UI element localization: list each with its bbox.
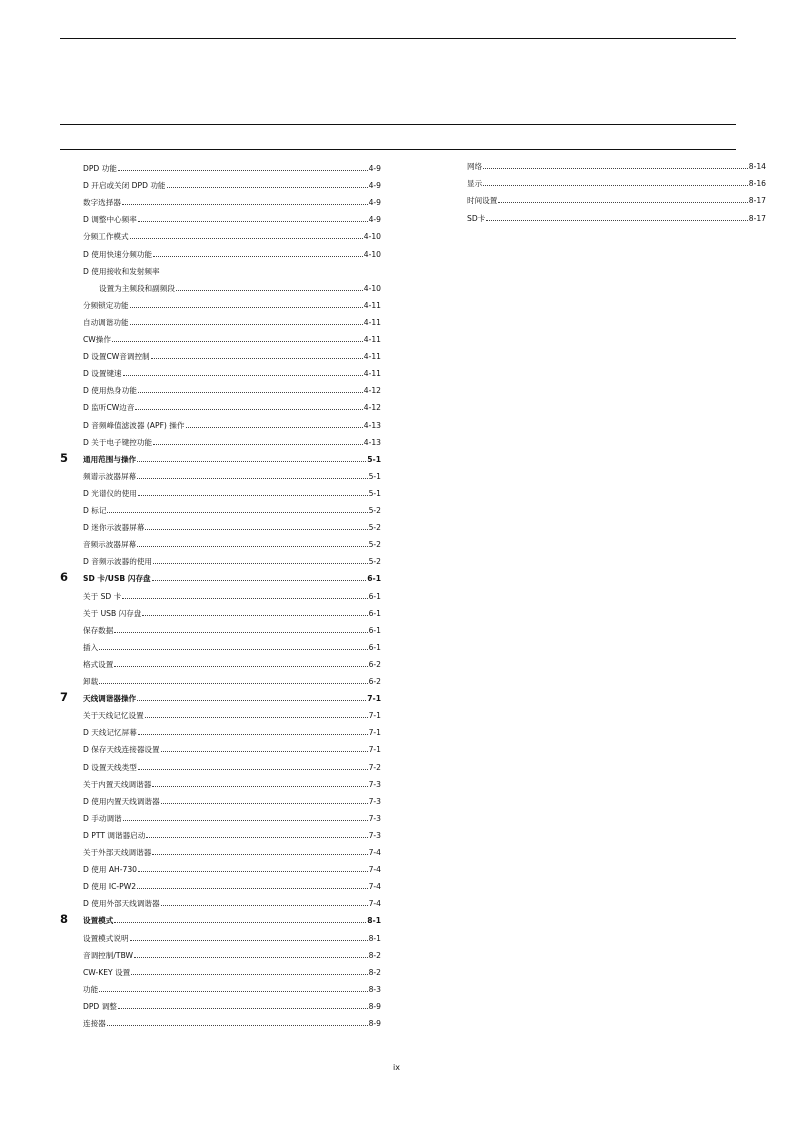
toc-entry-label: 插入	[83, 642, 99, 652]
dot-leader	[137, 461, 366, 462]
toc-entry[interactable]	[83, 706, 381, 720]
dot-leader	[138, 734, 368, 735]
toc-entry[interactable]	[83, 826, 381, 840]
header-rule-middle	[60, 124, 736, 125]
dot-leader	[134, 957, 368, 958]
dot-leader	[112, 341, 363, 342]
toc-entry-label: D 使用内置天线调谐器	[83, 796, 160, 806]
chapter-number: 5	[60, 450, 69, 465]
toc-entry-label: D 保存天线连接器设置	[83, 745, 160, 755]
toc-entry-label: D 设置CW音调控制	[83, 352, 150, 362]
toc-entry-page: 5-1	[367, 454, 381, 464]
toc-entry-label: 关于 USB 闪存盘	[83, 608, 142, 618]
toc-entry-page: 7-4	[368, 848, 381, 857]
dot-leader	[161, 751, 368, 752]
dot-leader	[483, 185, 748, 186]
toc-entry[interactable]	[83, 723, 381, 737]
toc-entry-page: 4-11	[363, 335, 381, 344]
toc-entry-label: 卸载	[83, 677, 99, 686]
toc-entry[interactable]	[83, 313, 381, 327]
toc-entry[interactable]	[83, 638, 381, 652]
dot-leader	[145, 717, 368, 718]
toc-entry[interactable]	[83, 980, 381, 994]
toc-entry-label: 自动调谐功能	[83, 317, 129, 327]
toc-entry-page: 8-1	[367, 916, 381, 926]
dot-leader	[138, 871, 368, 872]
toc-entry-label: D 迷你示波器屏幕	[83, 523, 145, 533]
page-number: ix	[393, 1063, 400, 1072]
toc-entry[interactable]	[83, 398, 381, 412]
toc-entry-page: 5-2	[368, 506, 381, 515]
dot-leader	[137, 478, 367, 479]
toc-entry[interactable]	[83, 347, 381, 361]
toc-entry-label: D 设置键速	[83, 369, 122, 379]
toc-entry-page: 4-10	[363, 283, 381, 293]
toc-entry-label: D 天线记忆屏幕	[83, 728, 137, 738]
toc-entry-page: 6-1	[368, 591, 381, 601]
toc-entry-label: D 使用 AH-730	[83, 865, 138, 875]
dot-leader	[152, 854, 367, 855]
toc-entry[interactable]	[467, 174, 766, 188]
toc-entry-page: 4-12	[363, 386, 381, 396]
dot-leader	[114, 922, 366, 923]
toc-entry[interactable]	[83, 433, 381, 447]
toc-entry[interactable]	[83, 621, 381, 635]
dot-leader	[186, 427, 363, 428]
toc-entry-label: 关于 SD 卡	[83, 591, 122, 601]
toc-entry[interactable]	[83, 193, 381, 207]
toc-entry-page: 5-1	[368, 471, 381, 481]
toc-entry[interactable]	[83, 672, 381, 686]
dot-leader	[145, 529, 367, 530]
dot-leader	[151, 358, 363, 359]
toc-entry[interactable]	[83, 245, 381, 259]
toc-entry-label: D 监听CW边音	[83, 403, 135, 413]
toc-entry[interactable]	[83, 381, 381, 395]
toc-entry-page: 8-17	[748, 196, 766, 206]
toc-entry[interactable]	[83, 809, 381, 823]
toc-entry-label: 网络	[467, 162, 483, 171]
dot-leader	[130, 940, 368, 941]
dot-leader	[146, 837, 367, 838]
dot-leader	[138, 392, 363, 393]
toc-entry[interactable]	[83, 963, 381, 977]
toc-entry-page: 4-9	[368, 181, 381, 191]
toc-entry[interactable]	[83, 758, 381, 772]
toc-entry[interactable]	[83, 535, 381, 549]
toc-entry[interactable]	[83, 604, 381, 618]
toc-entry-label: 频谱示波器屏幕	[83, 471, 137, 481]
toc-entry-label: D 调整中心频率	[83, 215, 137, 225]
toc-entry[interactable]	[99, 279, 381, 293]
toc-entry-label: 关于内置天线调谐器	[83, 779, 152, 789]
toc-entry[interactable]	[83, 740, 381, 754]
toc-entry[interactable]	[83, 587, 381, 601]
toc-entry-label: SD卡	[467, 213, 486, 223]
dot-leader	[138, 495, 368, 496]
toc-entry-label: DPD 功能	[83, 164, 117, 173]
dot-leader	[130, 307, 363, 308]
toc-entry-page: 7-1	[368, 728, 381, 738]
chapter-number: 6	[60, 570, 69, 585]
toc-entry-label: 设置模式说明	[83, 933, 129, 943]
toc-entry-label: CW操作	[83, 335, 111, 344]
toc-entry-page: 7-1	[367, 694, 381, 704]
dot-leader	[142, 615, 367, 616]
toc-entry[interactable]	[83, 330, 381, 344]
toc-entry-label: 关于外部天线调谐器	[83, 848, 152, 857]
toc-entry-label: D 光谱仪的使用	[83, 488, 137, 498]
dot-leader	[118, 1008, 368, 1009]
dot-leader	[176, 290, 363, 291]
toc-entry[interactable]	[83, 262, 381, 276]
toc-entry-page: 4-11	[363, 369, 381, 379]
toc-entry[interactable]	[83, 364, 381, 378]
toc-entry-page: 8-16	[748, 179, 766, 189]
toc-entry-page: 5-2	[368, 557, 381, 567]
toc-entry-page: 8-1	[368, 933, 381, 943]
toc-entry[interactable]	[83, 159, 381, 173]
toc-entry[interactable]	[83, 894, 381, 908]
toc-entry-label: 数字选择器	[83, 198, 121, 208]
toc-entry-page: 4-13	[363, 420, 381, 430]
toc-entry-page: 8-14	[748, 162, 766, 171]
chapter-number: 7	[60, 690, 69, 705]
toc-entry-label: D 使用快速分频功能	[83, 249, 153, 259]
toc-entry-label: 保存数据	[83, 625, 114, 635]
toc-entry[interactable]	[83, 296, 381, 310]
toc-entry-label: SD 卡/USB 闪存盘	[83, 574, 151, 584]
toc-entry-label: D 设置天线类型	[83, 762, 137, 772]
dot-leader	[138, 769, 368, 770]
toc-entry-page: 7-3	[368, 796, 381, 806]
header-rule-top	[60, 38, 736, 39]
toc-entry[interactable]	[83, 416, 381, 430]
toc-entry-label: 音频示波器屏幕	[83, 540, 137, 550]
toc-entry[interactable]	[83, 997, 381, 1011]
toc-entry-label: D 手动调谐	[83, 813, 122, 823]
dot-leader	[118, 170, 368, 171]
toc-entry-page: 8-2	[368, 967, 381, 977]
toc-entry-page: 7-2	[368, 762, 381, 772]
toc-entry-page: 4-9	[368, 215, 381, 225]
toc-entry[interactable]	[467, 157, 766, 171]
dot-leader	[107, 512, 367, 513]
toc-entry-page: 7-1	[368, 711, 381, 721]
toc-entry[interactable]	[83, 484, 381, 498]
toc-entry[interactable]	[83, 501, 381, 515]
toc-entry-label: D 使用热身功能	[83, 386, 137, 396]
dot-leader	[99, 991, 367, 992]
toc-entry[interactable]	[83, 929, 381, 943]
toc-entry-page: 6-1	[368, 642, 381, 652]
toc-entry-label: D 标记	[83, 506, 107, 515]
dot-leader	[122, 598, 367, 599]
toc-entry-page: 8-9	[368, 1019, 381, 1028]
toc-entry-label: DPD 调整	[83, 1001, 117, 1011]
toc-entry-page: 4-10	[363, 232, 381, 242]
toc-chapter-row[interactable]	[83, 911, 381, 925]
toc-entry-label: 音调控制/TBW	[83, 950, 134, 960]
dot-leader	[152, 786, 367, 787]
toc-entry[interactable]	[83, 860, 381, 874]
toc-entry-page: 6-1	[367, 574, 381, 584]
toc-entry-label: 显示	[467, 179, 483, 189]
toc-chapter-row[interactable]	[83, 450, 381, 464]
toc-entry-page: 8-2	[368, 950, 381, 960]
toc-entry-page: 4-12	[363, 403, 381, 413]
toc-entry[interactable]	[83, 792, 381, 806]
toc-entry-label: 关于天线记忆设置	[83, 711, 144, 721]
toc-entry[interactable]	[83, 1014, 381, 1028]
dot-leader	[483, 168, 748, 169]
dot-leader	[130, 238, 363, 239]
toc-entry-page: 6-2	[368, 659, 381, 669]
toc-entry-page: 6-2	[368, 677, 381, 686]
dot-leader	[153, 256, 363, 257]
toc-entry[interactable]	[83, 176, 381, 190]
toc-entry[interactable]	[83, 552, 381, 566]
toc-entry-page: 4-10	[363, 249, 381, 259]
toc-entry[interactable]	[83, 843, 381, 857]
dot-leader	[123, 375, 363, 376]
toc-entry-label: 设置为主频段和副频段	[99, 283, 175, 293]
dot-leader	[486, 220, 748, 221]
toc-entry-label: 分频工作模式	[83, 232, 129, 242]
dot-leader	[137, 888, 368, 889]
toc-entry-page: 4-11	[363, 300, 381, 310]
toc-entry-page: 5-2	[368, 540, 381, 550]
toc-chapter-row[interactable]	[83, 569, 381, 583]
toc-chapter-row[interactable]	[83, 689, 381, 703]
dot-leader	[138, 221, 368, 222]
toc-entry[interactable]	[83, 210, 381, 224]
toc-entry-label: D 开启或关闭 DPD 功能	[83, 181, 166, 191]
toc-entry-label: 天线调谐器操作	[83, 694, 137, 704]
toc-entry[interactable]	[83, 946, 381, 960]
toc-entry[interactable]	[467, 191, 766, 205]
dot-leader	[131, 974, 367, 975]
toc-entry-page: 8-17	[748, 213, 766, 223]
toc-entry-label: 功能	[83, 984, 99, 994]
dot-leader	[99, 649, 367, 650]
dot-leader	[107, 1025, 368, 1026]
dot-leader	[114, 632, 367, 633]
toc-entry-label: D 关于电子键控功能	[83, 437, 153, 447]
toc-entry-label: D 使用外部天线调谐器	[83, 899, 160, 909]
dot-leader	[498, 202, 747, 203]
toc-entry-page: 7-4	[368, 865, 381, 875]
toc-entry-page: 4-13	[363, 437, 381, 447]
toc-entry-label: D PTT 调谐器启动	[83, 830, 146, 840]
toc-entry-page: 4-9	[368, 164, 381, 173]
toc-entry-label: 格式设置	[83, 659, 114, 669]
toc-entry-label: 设置模式	[83, 916, 114, 926]
toc-entry-page: 7-3	[368, 779, 381, 789]
dot-leader	[130, 324, 363, 325]
toc-entry-page: 8-9	[368, 1001, 381, 1011]
dot-leader	[161, 905, 368, 906]
dot-leader	[135, 409, 362, 410]
toc-entry-page: 4-11	[363, 317, 381, 327]
toc-entry[interactable]	[83, 467, 381, 481]
toc-entry-page: 7-3	[368, 830, 381, 840]
dot-leader	[114, 666, 367, 667]
toc-entry-page: 7-4	[368, 899, 381, 909]
toc-entry-label: 连接器	[83, 1019, 106, 1028]
toc-entry-label: 通用范围与操作	[83, 454, 137, 464]
toc-entry-page: 4-11	[363, 352, 381, 362]
chapter-number: 8	[60, 912, 69, 927]
toc-entry-page: 7-4	[368, 882, 381, 892]
dot-leader	[137, 546, 367, 547]
toc-entry-page: 4-9	[368, 198, 381, 208]
toc-entry-label: D 音频示波器的使用	[83, 557, 153, 567]
toc-entry-page: 6-1	[368, 608, 381, 618]
toc-entry[interactable]	[83, 518, 381, 532]
toc-entry-page: 7-1	[368, 745, 381, 755]
toc-entry[interactable]	[83, 655, 381, 669]
dot-leader	[153, 444, 363, 445]
dot-leader	[161, 803, 368, 804]
dot-leader	[137, 700, 366, 701]
dot-leader	[153, 563, 368, 564]
dot-leader	[123, 820, 368, 821]
toc-entry-page: 8-3	[368, 984, 381, 994]
header-rule-bottom	[60, 149, 736, 150]
toc-entry-label: D 使用 IC-PW2	[83, 882, 137, 892]
toc-entry-page: 5-2	[368, 523, 381, 533]
toc-entry[interactable]	[83, 227, 381, 241]
toc-entry-label: 分频锁定功能	[83, 300, 129, 310]
toc-entry[interactable]	[467, 209, 766, 223]
dot-leader	[99, 683, 367, 684]
toc-entry-label: 时间设置	[467, 196, 498, 206]
toc-entry-label: D 音频峰值滤波器 (APF) 操作	[83, 420, 185, 430]
dot-leader	[152, 580, 367, 581]
toc-entry-page: 6-1	[368, 625, 381, 635]
toc-entry-page: 5-1	[368, 488, 381, 498]
dot-leader	[167, 187, 368, 188]
dot-leader	[122, 204, 368, 205]
toc-entry-page: 7-3	[368, 813, 381, 823]
toc-entry[interactable]	[83, 877, 381, 891]
toc-entry-label: D 使用接收和发射频率	[83, 266, 160, 276]
toc-entry[interactable]	[83, 775, 381, 789]
toc-entry-label: CW-KEY 设置	[83, 967, 131, 977]
